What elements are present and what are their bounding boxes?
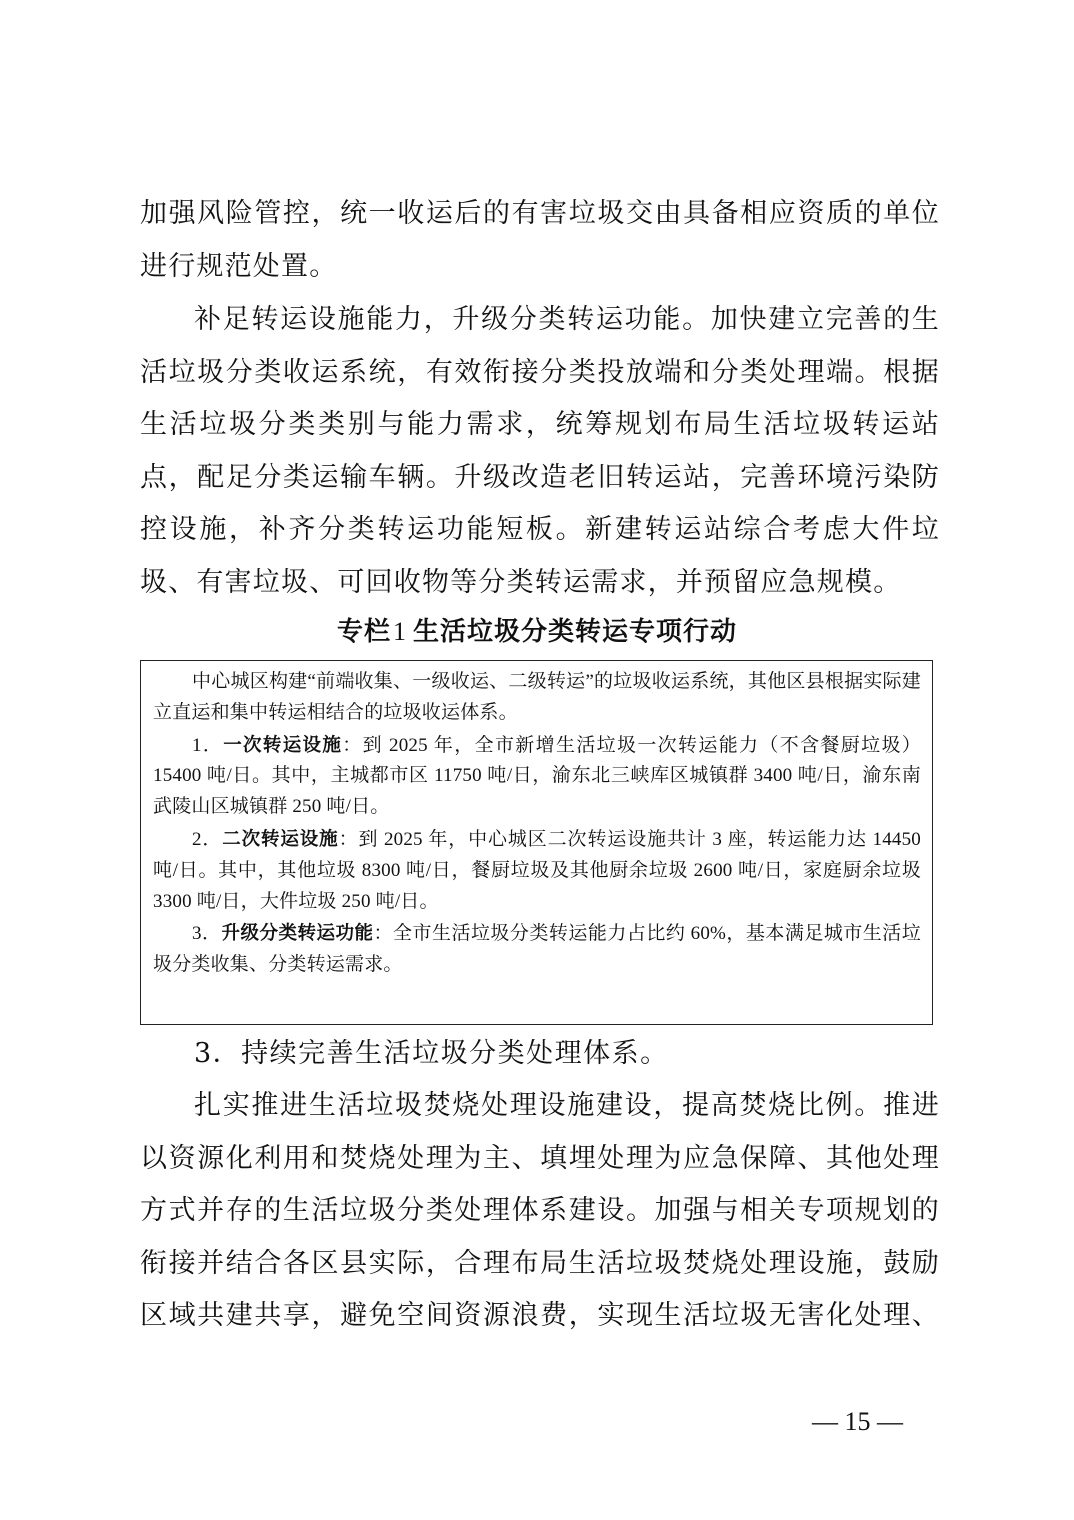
item-text: ：到 2025 年，全市新增生活垃圾一次转运能力（不含餐厨垃圾）15400 吨/日。其中，主城都市区 11750 吨/日，渝东北三峡库区城镇群 3400 吨/日，渝东南武陵山区城镇群 250 吨/日。 [153,734,921,818]
column-box-item-2 [153,825,921,917]
paragraph-incineration: 扎实推进生活垃圾焚烧处理设施建设，提高焚烧比例。推进以资源化利用和焚烧处理为主、填埋处理为应急保障、其他处理方式并存的生活垃圾分类处理体系建设。加强与相关专项规划的衔接并结合各区县实际，合理布局生活垃圾焚烧处理设施，鼓励区域共建共享，避免空间资源浪费，实现生活垃圾无害化处理、 [140,1090,940,1331]
page-number: — 15 — [812,1407,903,1436]
paragraph-hazardous-waste: 加强风险管控，统一收运后的有害垃圾交由具备相应资质的单位进行规范处置。 [140,198,940,282]
column-box-title-number: 1 [393,617,407,646]
column-box-title-prefix: 专栏 [336,617,391,647]
column-box-title [140,608,934,656]
item-label: 二次转运设施 [222,828,339,850]
item-label: 升级分类转运功能 [221,923,374,945]
item-number: 1． [192,734,224,756]
column-box-item-3 [153,919,921,981]
item-number: 3． [192,923,222,945]
section-heading: 3．持续完善生活垃圾分类处理体系。 [194,1038,669,1069]
column-box-title-text: 生活垃圾分类转运专项行动 [413,617,738,647]
item-text: ：全市生活垃圾分类转运能力占比约 60%，基本满足城市生活垃圾分类收集、分类转运需求。 [153,923,921,976]
paragraph-transfer-capacity: 补足转运设施能力，升级分类转运功能。加快建立完善的生活垃圾分类收运系统，有效衔接分类投放端和分类处理端。根据生活垃圾分类类别与能力需求，统筹规划布局生活垃圾转运站点，配足分类运输车辆。升级改造老旧转运站，完善环境污染防控设施，补齐分类转运功能短板。新建转运站综合考虑大件垃圾、有害垃圾、可回收物等分类转运需求，并预留应急规模。 [140,304,940,598]
column-box-intro: 中心城区构建“前端收集、一级收运、二级转运”的垃圾收运系统，其他区县根据实际建立直运和集中转运相结合的垃圾收运体系。 [153,671,921,723]
item-text: ：到 2025 年，中心城区二次转运设施共计 3 座，转运能力达 14450 吨/日。其中，其他垃圾 8300 吨/日，餐厨垃圾及其他厨余垃圾 2600 吨/日，家庭厨余垃圾 3300 吨/日，大件垃圾 250 吨/日。 [153,828,921,912]
column-box [140,660,933,1025]
item-number: 2． [192,828,223,850]
item-label: 一次转运设施 [223,734,343,756]
column-box-item-1 [153,731,921,823]
